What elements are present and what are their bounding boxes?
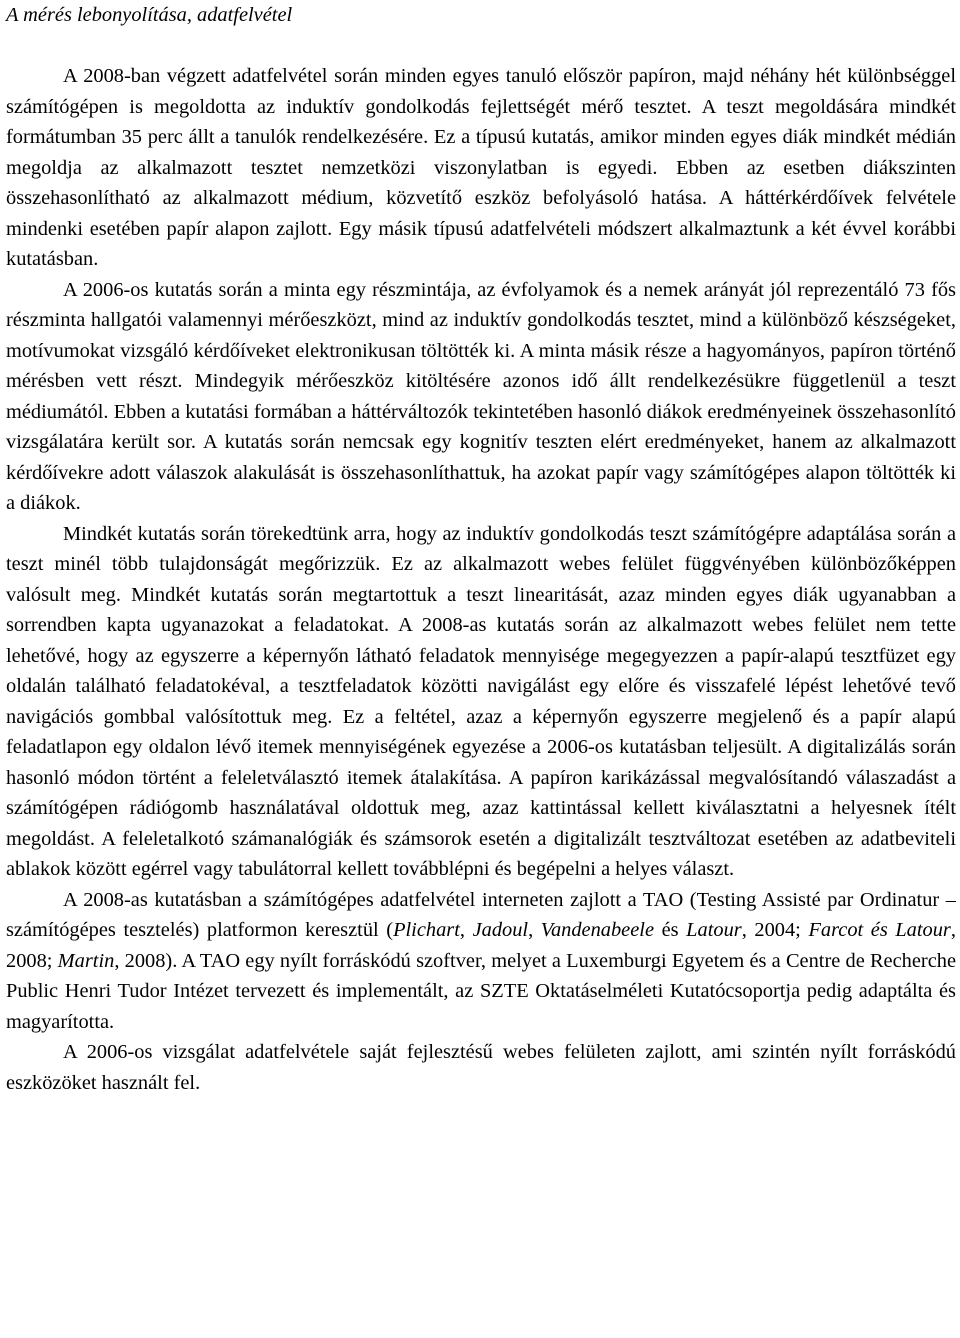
paragraph-1: A 2008-ban végzett adatfelvétel során minden egyes tanuló először papíron, majd néhány hét különbséggel számítógépen is megoldotta az induktív gondolkodás fejlettségét mérő tesztet. A teszt megoldására mindkét formátumban 35 perc állt a tanulók rendelkezésére. Ez a típusú kutatás, amikor minden egyes diák mindkét médián megoldja az alkalmazott tesztet nemzetközi viszonylatban is egyedi. Ebben az esetben diákszinten összehasonlítható az alkalmazott médium, közvetítő eszköz befolyásoló hatása. A háttérkérdőívek felvétele mindenki esetében papír alapon zajlott. Egy másik típusú adatfelvételi módszert alkalmaztunk a két évvel korábbi kutatásban. bbox=[6, 65, 956, 270]
paragraph-4-text-start: A 2008-as kutatásban a számítógépes adatfelvétel interneten zajlott a TAO (Testing Assisté par Ordinatur – számítógépes tesztelés) platformon keresztül ( bbox=[6, 888, 956, 941]
paragraph-5: A 2006-os vizsgálat adatfelvétele saját fejlesztésű webes felületen zajlott, ami szintén nyílt forráskódú eszközöket használt fel. bbox=[6, 1041, 956, 1094]
paragraph-4-text-end: , 2008). A TAO egy nyílt forráskódú szoftver, melyet a Luxemburgi Egyetem és a Centre de Recherche Public Henri Tudor Intézet tervezett és implementált, az SZTE Oktatáselméleti Kutatócsoportja pedig adaptálta és magyarította. bbox=[6, 949, 956, 1033]
citation-year: , 2004; bbox=[741, 919, 809, 941]
citation-separator: , bbox=[459, 919, 473, 941]
heading-spacer bbox=[6, 31, 956, 62]
paragraph-2: A 2006-os kutatás során a minta egy részmintája, az évfolyamok és a nemek arányát jól reprezentáló 73 fős részminta hallgatói valamennyi mérőeszközt, mind az induktív gondolkodás tesztet, mind a különböző készségeket, motívumokat vizsgáló kérdőíveket elektronikusan töltötték ki. A minta másik része a hagyományos, papíron történő mérésben vett részt. Mindegyik mérőeszköz kitöltésére azonos idő állt rendelkezésükre függetlenül a teszt médiumától. Ebben a kutatási formában a háttérváltozók tekintetében hasonló diákok eredményeinek összehasonlító vizsgálatára került sor. A kutatás során nemcsak egy kognitív teszten elért eredményeket, hanem az alkalmazott kérdőívekre adott válaszok alakulását is összehasonlíthattuk, ha azokat papír vagy számítógépes alapon töltötték ki a diákok. bbox=[6, 278, 956, 514]
section-heading: A mérés lebonyolítása, adatfelvétel bbox=[6, 4, 293, 26]
citation-year: , 2008; bbox=[6, 919, 956, 972]
citation-author-vandenabeele: Vandenabeele bbox=[540, 919, 654, 941]
citation-author-latour: Latour bbox=[686, 919, 742, 941]
citation-separator: , bbox=[528, 919, 541, 941]
document-page bbox=[6, 0, 956, 1098]
citation-author-farcot-latour: Farcot és Latour bbox=[808, 919, 951, 941]
paragraph-3: Mindkét kutatás során törekedtünk arra, hogy az induktív gondolkodás teszt számítógépre adaptálása során a teszt minél több tulajdonságát megőrizzük. Ez az alkalmazott webes felület függvényében különbözőképpen valósult meg. Mindkét kutatás során megtartottuk a teszt linearitását, azaz minden egyes diák ugyanabban a sorrendben kapta ugyanazokat a feladatokat. A 2008-as kutatás során az alkalmazott webes felület nem tette lehetővé, hogy az egyszerre a képernyőn látható feladatok mennyisége megegyezzen a papír-alapú tesztfüzet egy oldalán található feladatokéval, a tesztfeladatok közötti navigálást egy előre és visszafelé lépést lehetővé tevő navigációs gombbal valósítottuk meg. Ez a feltétel, azaz a képernyőn egyszerre megjelenő és a papír alapú feladatlapon egy oldalon lévő itemek mennyiségének egyezése a 2006-os kutatásban teljesült. A digitalizálás során hasonló módon történt a feleletválasztó itemek átalakítása. A papíron karikázással megvalósítandó válaszadást a számítógépen rádiógomb használatával oldottuk meg, azaz kattintással kellett kiválasztatni a helyesnek ítélt megoldást. A feleletalkotó számanalógiák és számsorok esetén a digitalizált tesztváltozat esetében az adatbeviteli ablakok között egérrel vagy tabulátorral kellett továbblépni és begépelni a helyes választ. bbox=[6, 522, 956, 880]
citation-author-martin: Martin bbox=[57, 949, 115, 972]
citation-author-plichart: Plichart bbox=[393, 919, 460, 941]
citation-author-jadoul: Jadoul bbox=[472, 919, 529, 941]
citation-separator: és bbox=[654, 919, 687, 941]
paragraph-4 bbox=[6, 885, 956, 1038]
